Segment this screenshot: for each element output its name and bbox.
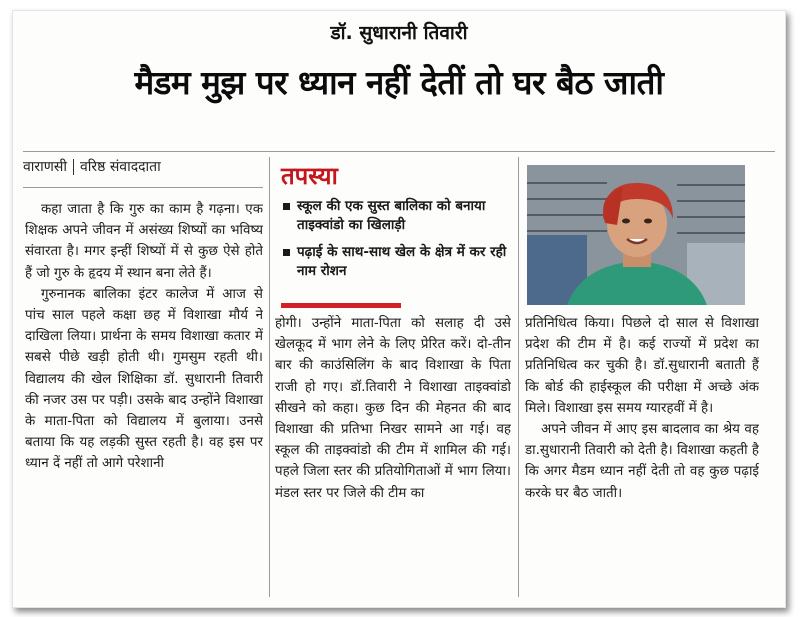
dateline-reporter: वरिष्ठ संवाददाता xyxy=(79,159,161,175)
headline: मैडम मुझ पर ध्यान नहीं देतीं तो घर बैठ जाती xyxy=(134,63,664,102)
bullet-icon xyxy=(283,249,290,256)
column-divider-1 xyxy=(269,157,270,597)
dateline-rule xyxy=(23,187,263,188)
article-column-2 xyxy=(275,313,511,597)
author-byline: डॉ. सुधारानी तिवारी xyxy=(330,22,468,44)
paragraph: होगी। उन्होंने माता-पिता को सलाह दी उसे खेलकूद में भाग लेने के लिए प्रेरित करें। दो-तीन बार की काउंसिलिंग के बाद विशाखा के पिता राजी हो गए। डॉ.तिवारी ने विशाखा ताइक्वांडो सीखने को कहा। कुछ दिन की मेहनत की बाद विशाखा की प्रतिभा निखर सामने आ गई। वह स्कूल की ताइक्वांडो की टीम में शामिल की गई। पहले जिला स्तर की प्रतियोगिताओं में भाग लिया। मंडल स्तर पर जिले की टीम का xyxy=(275,316,511,501)
paragraph: प्रतिनिधित्व किया। पिछले दो साल से विशाखा प्रदेश की टीम में है। कई राज्यों में प्रदेश का प्रतिनिधित्व कर चुकी है। डॉ.सुधारानी बताती हैं कि बोर्ड की हाईस्कूल की परीक्षा में अच्छे अंक मिले। विशाखा इस समय ग्यारहवीं में है। xyxy=(525,316,759,416)
sidebar-point-text: पढ़ाई के साथ-साथ खेल के क्षेत्र में कर रही नाम रोशन xyxy=(297,244,507,279)
newspaper-clipping xyxy=(12,10,786,608)
portrait-photo xyxy=(527,165,745,305)
article-column-3 xyxy=(525,313,759,597)
dateline-city: वाराणसी xyxy=(23,159,67,175)
paragraph: कहा जाता है कि गुरु का काम है गढ़ना। एक शिक्षक अपने जीवन में असंख्य शिष्यों का भविष्य संवारता है। मगर इन्हीं शिष्यों में से कुछ ऐसे होते हैं जो गुरु के हृदय में स्थान बना लेते हैं। xyxy=(25,202,263,281)
bullet-icon xyxy=(283,203,290,210)
dateline-separator xyxy=(73,159,74,175)
sidebar-points xyxy=(281,197,511,289)
portrait-photo-illustration xyxy=(527,165,745,305)
list-item xyxy=(281,197,511,235)
sidebar-point-text: स्कूल की एक सुस्त बालिका को बनाया ताइक्वांडो का खिलाड़ी xyxy=(297,198,486,233)
article-column-1 xyxy=(25,199,263,599)
dateline xyxy=(23,157,161,176)
list-item xyxy=(281,243,511,281)
paragraph: अपने जीवन में आए इस बादलाव का श्रेय वह डा.सुधारानी तिवारी को देती है। विशाखा कहती है कि अगर मैडम ध्यान नहीं देती तो वह कुछ पढ़ाई करके घर बैठ जाती। xyxy=(525,422,759,501)
paragraph: गुरुनानक बालिका इंटर कालेज में आज से पांच साल पहले कक्षा छह में विशाखा मौर्य ने दाखिला लिया। प्रार्थना के समय विशाखा कतार में सबसे पीछे खड़ी होती थी। गुमसुम रहती थी। विद्यालय की खेल शिक्षिका डॉ. सुधारानी तिवारी की नजर उस पर पड़ी। उसके बाद उन्होंने विशाखा के माता-पिता को विद्यालय में बुलाया। उनसे बताया कि यह लड़की सुस्त रहती है। वह इस पर ध्यान दें नहीं तो आगे परेशानी xyxy=(25,286,263,472)
headline-rule xyxy=(23,151,775,152)
column-divider-2 xyxy=(518,157,519,597)
sidebar-accent-bar xyxy=(281,303,401,308)
sidebar-title: तपस्या xyxy=(281,162,338,190)
